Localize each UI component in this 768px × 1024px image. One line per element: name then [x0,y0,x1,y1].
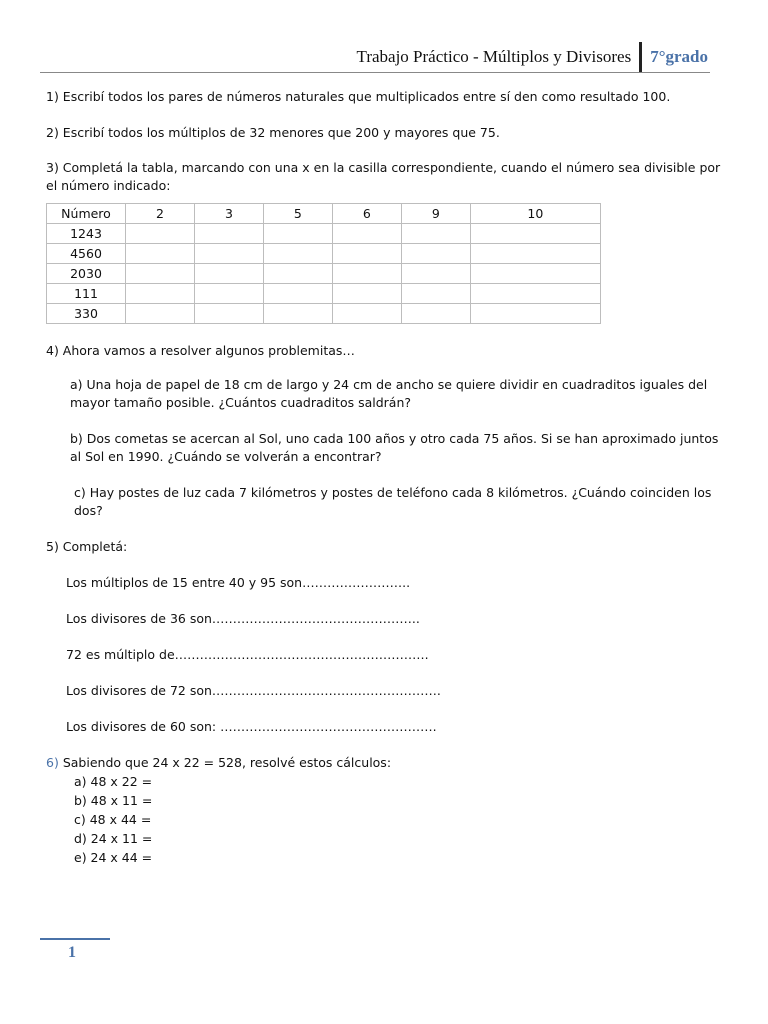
row-number: 330 [47,304,126,324]
exercise-6-text: Sabiendo que 24 x 22 = 528, resolvé estos cálculos: [62,755,392,770]
exercise-6-title [46,754,722,772]
table-row [47,244,601,264]
answer-cell[interactable] [401,224,470,244]
answer-cell[interactable] [470,244,600,264]
grade-label: 7°grado [650,47,708,66]
answer-cell[interactable] [263,224,332,244]
calculation-item: e) 24 x 44 = [74,850,153,865]
answer-cell[interactable] [194,304,263,324]
answer-cell[interactable] [194,284,263,304]
exercise-4a: a) Una hoja de papel de 18 cm de largo y 24 cm de ancho se quiere dividir en cuadraditos iguales del mayor tamaño posible. ¿Cuántos cuadraditos saldrán? [70,377,708,410]
exercise-5-title: 5) Completá: [46,539,128,554]
exercise-3: 3) Completá la tabla, marcando con una x en la casilla correspondiente, cuando el número sea divisible por el número indicado: [46,160,721,193]
page-header [357,42,708,72]
exercise-2: 2) Escribí todos los múltiplos de 32 menores que 200 y mayores que 75. [46,125,500,140]
row-number: 111 [47,284,126,304]
calculation-item: d) 24 x 11 = [74,831,153,846]
divisibility-table [46,203,601,324]
answer-cell[interactable] [263,304,332,324]
answer-cell[interactable] [332,284,401,304]
table-header-cell: 9 [401,204,470,224]
answer-cell[interactable] [263,264,332,284]
answer-cell[interactable] [126,264,195,284]
answer-cell[interactable] [263,284,332,304]
answer-cell[interactable] [126,244,195,264]
answer-cell[interactable] [194,244,263,264]
page-number: 1 [68,944,76,961]
exercise-4c: c) Hay postes de luz cada 7 kilómetros y postes de teléfono cada 8 kilómetros. ¿Cuándo coinciden los dos? [74,485,712,518]
answer-cell[interactable] [332,264,401,284]
answer-cell[interactable] [263,244,332,264]
header-divider [40,72,710,73]
answer-cell[interactable] [401,284,470,304]
table-header-cell: 2 [126,204,195,224]
table-header-cell: 10 [470,204,600,224]
fill-in-item: Los múltiplos de 15 entre 40 y 95 son…………………….. [66,575,411,590]
table-row [47,284,601,304]
footer-divider [40,938,110,940]
answer-cell[interactable] [470,304,600,324]
calculation-item: b) 48 x 11 = [74,793,153,808]
answer-cell[interactable] [332,244,401,264]
row-number: 4560 [47,244,126,264]
answer-cell[interactable] [332,224,401,244]
fill-in-item: Los divisores de 36 son………………………………………….. [66,611,420,626]
exercise-1: 1) Escribí todos los pares de números naturales que multiplicados entre sí den como resultado 100. [46,89,671,104]
answer-cell[interactable] [470,224,600,244]
row-number: 2030 [47,264,126,284]
answer-cell[interactable] [194,224,263,244]
answer-cell[interactable] [126,304,195,324]
calculation-item: c) 48 x 44 = [74,812,152,827]
answer-cell[interactable] [470,264,600,284]
table-row [47,304,601,324]
exercise-4-title: 4) Ahora vamos a resolver algunos problemitas… [46,343,355,358]
table-row [47,264,601,284]
answer-cell[interactable] [401,304,470,324]
document-title: Trabajo Práctico - Múltiplos y Divisores [357,42,643,72]
worksheet-body [46,88,722,867]
fill-in-item: Los divisores de 60 son: ……………………………………………. [66,719,437,734]
exercise-4b: b) Dos cometas se acercan al Sol, uno cada 100 años y otro cada 75 años. Si se han aproximado juntos al Sol en 1990. ¿Cuándo se volverán a encontrar? [70,431,719,464]
table-header-cell: 5 [263,204,332,224]
calculation-item: a) 48 x 22 = [74,774,153,789]
table-header-cell: Número [47,204,126,224]
answer-cell[interactable] [332,304,401,324]
table-header-cell: 6 [332,204,401,224]
table-row [47,224,601,244]
table-header-row [47,204,601,224]
fill-in-item: 72 es múltiplo de……………………………………………………. [66,647,429,662]
fill-in-item: Los divisores de 72 son………………………………………………. [66,683,441,698]
row-number: 1243 [47,224,126,244]
table-header-cell: 3 [194,204,263,224]
exercise-6-number: 6) [46,755,59,770]
answer-cell[interactable] [470,284,600,304]
answer-cell[interactable] [401,264,470,284]
answer-cell[interactable] [126,224,195,244]
answer-cell[interactable] [401,244,470,264]
answer-cell[interactable] [194,264,263,284]
answer-cell[interactable] [126,284,195,304]
calculation-list [74,772,722,867]
